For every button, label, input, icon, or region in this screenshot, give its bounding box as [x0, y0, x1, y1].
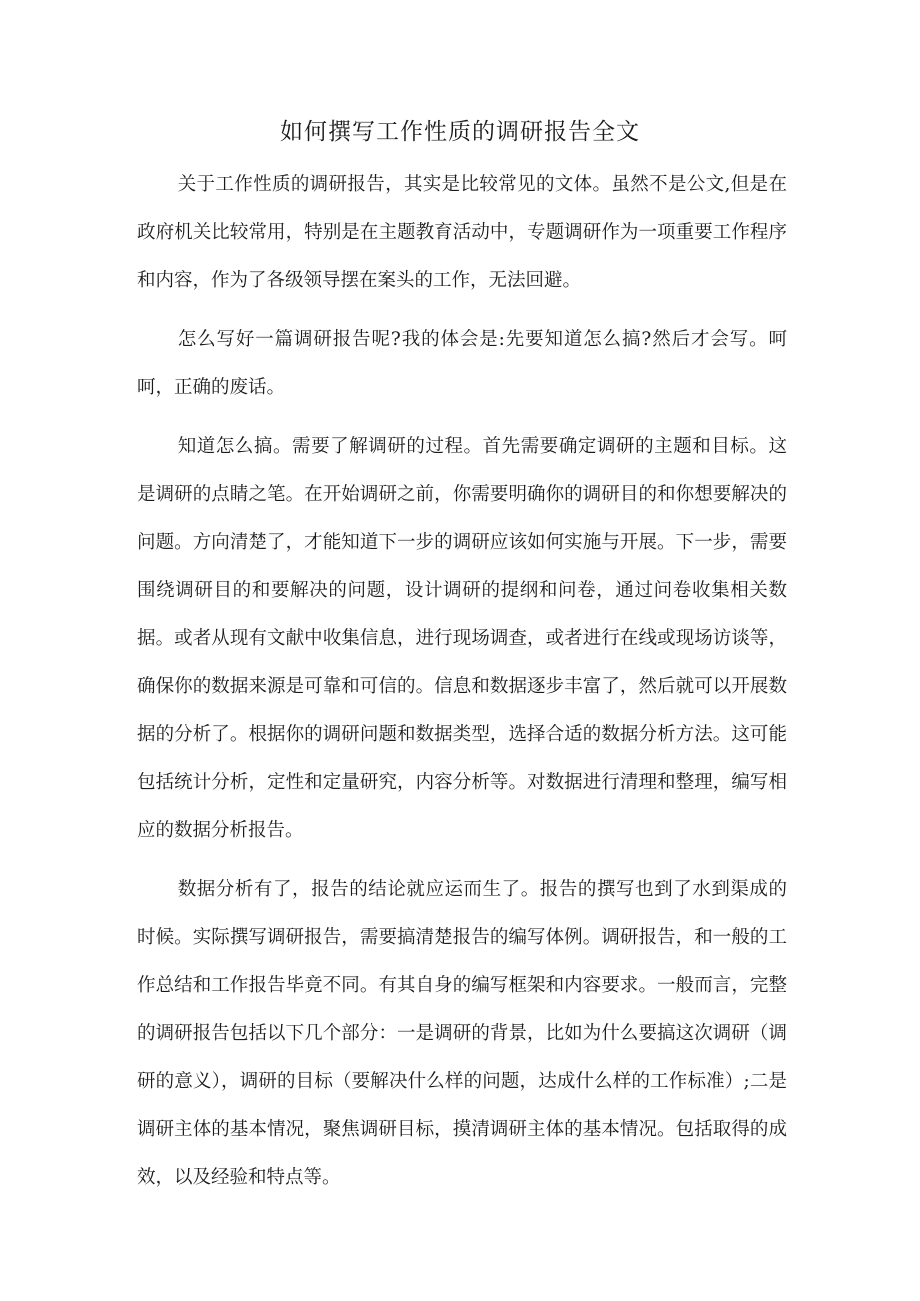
paragraph-2: 怎么写好一篇调研报告呢?我的体会是:先要知道怎么搞?然后才会写。呵呵，正确的废话。	[137, 329, 787, 398]
paragraph-1: 关于工作性质的调研报告，其实是比较常见的文体。虽然不是公文,但是在政府机关比较常用，特别是在主题教育活动中，专题调研作为一项重要工作程序和内容，作为了各级领导摆在案头的工作，无法回避。	[137, 174, 787, 291]
paragraph-3: 知道怎么搞。需要了解调研的过程。首先需要确定调研的主题和目标。这是调研的点睛之笔。在开始调研之前，你需要明确你的调研目的和你想要解决的问题。方向清楚了，才能知道下一步的调研应该如何实施与开展。下一步，需要围绕调研目的和要解决的问题，设计调研的提纲和问卷，通过问卷收集相关数据。或者从现有文献中收集信息，进行现场调查，或者进行在线或现场访谈等，确保你的数据来源是可靠和可信的。信息和数据逐步丰富了，然后就可以开展数据的分析了。根据你的调研问题和数据类型，选择合适的数据分析方法。这可能包括统计分析，定性和定量研究，内容分析等。对数据进行清理和整理，编写相应的数据分析报告。	[137, 436, 787, 841]
document-title: 如何撰写工作性质的调研报告全文	[280, 119, 640, 145]
paragraph-4: 数据分析有了，报告的结论就应运而生了。报告的撰写也到了水到渠成的时候。实际撰写调研报告，需要搞清楚报告的编写体例。调研报告，和一般的工作总结和工作报告毕竟不同。有其自身的编写框架和内容要求。一般而言，完整的调研报告包括以下几个部分：一是调研的背景，比如为什么要搞这次调研（调研的意义），调研的目标（要解决什么样的问题，达成什么样的工作标准）;二是调研主体的基本情况，聚焦调研目标，摸清调研主体的基本情况。包括取得的成效，以及经验和特点等。	[137, 879, 787, 1188]
document-body	[137, 161, 787, 1213]
